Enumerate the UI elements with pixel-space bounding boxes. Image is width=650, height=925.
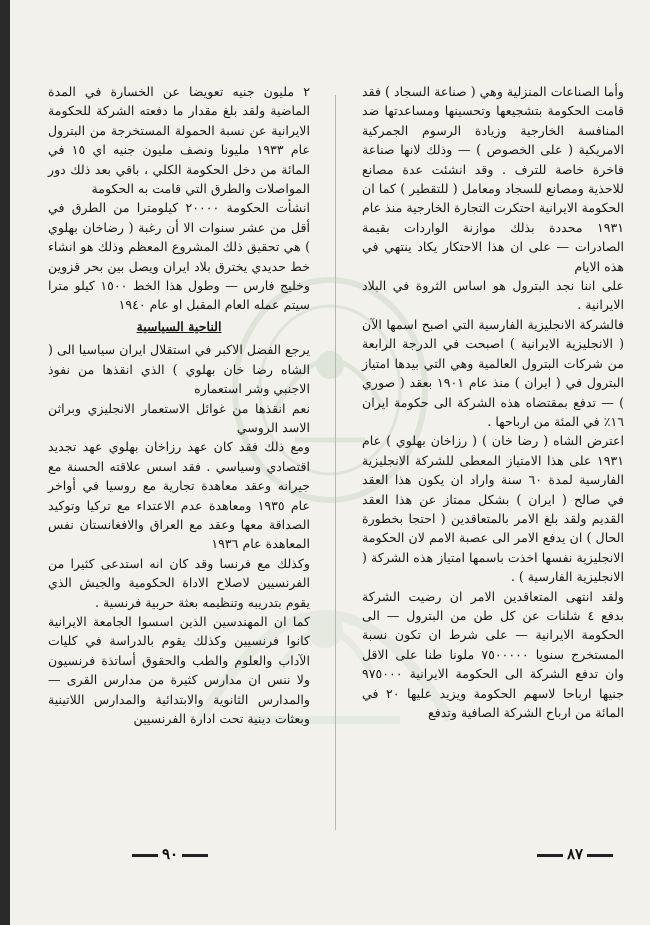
paragraph: وكذلك مع فرنسا وقد كان انه استدعى كثيرا من الفرنسيين لاصلاح الاداة الحكومية والجيش الذي يقوم بتدريبه وتنظيمه بعثة حربية فرنسية .: [48, 555, 310, 610]
paragraph: اعترض الشاه ( رضا خان ) ( رزاخان بهلوي ) عام ١٩٣١ على هذا الامتياز المعطى للشركة الانجليزية الفارسية لمدة ٦٠ سنة واراد ان يكون هذا العقد في صالح ( ايران ) بشكل ممتاز عن هذا العقد القديم ولقد بلغ الامر بالمتعاقدين ( احتجا بخطورة الحال ) ان يدفع الامر الى عصبة الامم لان الحكومة الانجليزية نفسها اخذت باسمها امتياز هذه الشركة ( الانجليزية الفارسية ) .: [362, 433, 624, 585]
paragraph: ٢ مليون جنيه تعويضا عن الخسارة في المدة الماضية ولقد بلغ مقدار ما دفعته الشركة للحكومة الايرانية عن نسبة الحمولة المستخرجة من البترول عام ١٩٣٣ مليونا ونصف مليون جنيه اي ١٥ في المائة من دخل الحكومة الكلي ، باقي بعد ذلك دور المواصلات والطرق التي قامت به الحكومة: [48, 84, 310, 197]
page-number-text: ٩٠: [161, 845, 179, 863]
paragraph: كما ان المهندسين الذين اسسوا الجامعة الايرانية كانوا فرنسيين وكذلك يقوم بالدراسة في كليات الآداب والعلوم والطب والحقوق أساتذة فرنسيون ولا ننس ان مدارس كثيرة من مدارس القرى — والمدارس الثانوية والابتدائية والمدارس اللاتينية وبعثات دينية تحت ادارة الفرنسيين: [48, 613, 310, 726]
left-column: [48, 82, 310, 728]
paragraph: وأما الصناعات المنزلية وهي ( صناعة السجاد ) فقد قامت الحكومة بتشجيعها وتحسينها ومساعدتها ضد المنافسة الخارجية وزيادة الرسوم الجمركية الامريكية ( على الخصوص ) — وذلك لانها صناعة فاخرة خاصة للترف . وقد انشئت عدة مصانع للاحذية ومصانع للسجاد ومعامل ( للتقطير ) كما ان الحكومة الايرانية احتكرت التجارة الخارجية منذ عام ١٩٣١ محددة بذلك موازنة الواردات بقيمة الصادرات — على ان هذا الاحتكار يكاد ينتهي في هذه الايام: [362, 84, 624, 274]
paragraph: ومع ذلك فقد كان عهد رزاخان بهلوي عهد تجديد اقتصادي وسياسي . فقد اسس علاقته الحسنة مع جيرانه وعقد معاهدة تجارية مع روسيا في أواخر عام ١٩٣٥ ومعاهدة عدم الاعتداء مع تركيا وتوكيد الصداقة معها وعقد مع العراق والافغانستان نفس المعاهدة عام ١٩٣٦: [48, 439, 311, 552]
paragraph: نعم انقذها من غوائل الاستعمار الانجليزي وبراثن الاسد الروسي: [48, 400, 310, 435]
column-divider: [335, 95, 336, 830]
paragraph: ولقد انتهى المتعاقدين الامر ان رضيت الشركة بدفع ٤ شلنات عن كل طن من البترول — الى الحكومة الايرانية — على شرط ان تكون نسبة المستخرج سنويا ٧٥٠٠٠٠٠ ملونا طنا على الاقل وان تدفع الشركة الى الحكومة الايرانية ٩٧٥٠٠٠ جنيها ارباحا لاسهم الحكومة ويزيد عليها ٢٠ في المائة من ارباح الشركة الصافية وتدفع: [362, 588, 624, 720]
left-page-number: [110, 845, 230, 863]
right-page-number: [515, 845, 635, 863]
footer-dash: [587, 854, 613, 857]
paragraph: على اننا نجد البترول هو اساس الثروة في البلاد الايرانية .: [362, 278, 624, 313]
footer-dash: [537, 854, 563, 857]
paragraph: يرجع الفضل الاكبر في استقلال ايران سياسيا الى ( الشاه رضا خان بهلوي ) الذي انقذها من نفوذ الاجنبي وشر استعماره: [48, 342, 310, 397]
footer-dash: [182, 854, 208, 857]
paragraph: انشأت الحكومة ٢٠٠٠٠ كيلومترا من الطرق في أقل من عشر سنوات الا أن رغبة ( رضاخان بهلوي ) هي تحقيق ذلك المشروع المعظم وذلك هو انشاء خط حديدي يخترق بلاد ايران ويصل بين بحر قزوين وخليج فارس — وطول هذا الخط ١٥٠٠ كيلو مترا سيتم عمله العام المقبل او عام ١٩٤٠: [48, 200, 310, 313]
page-number-text: ٨٧: [566, 845, 584, 863]
section-heading: الناحية السياسية: [136, 318, 222, 334]
paragraph: فالشركة الانجليزية الفارسية التي اصبح اسمها الآن ( الانجليزية الايرانية ) اصبحت في الدرجة الرابعة من شركات البترول العالمية وهي التي بيدها امتياز البترول في ( ايران ) منذ عام ١٩٠١ بعقد ( صوري ) — تدفع بمقتضاه هذه الشركة الى حكومة ايران ١٦٪ في المئة من ارباحها .: [362, 316, 624, 429]
footer-dash: [132, 854, 158, 857]
right-column: [362, 82, 624, 722]
